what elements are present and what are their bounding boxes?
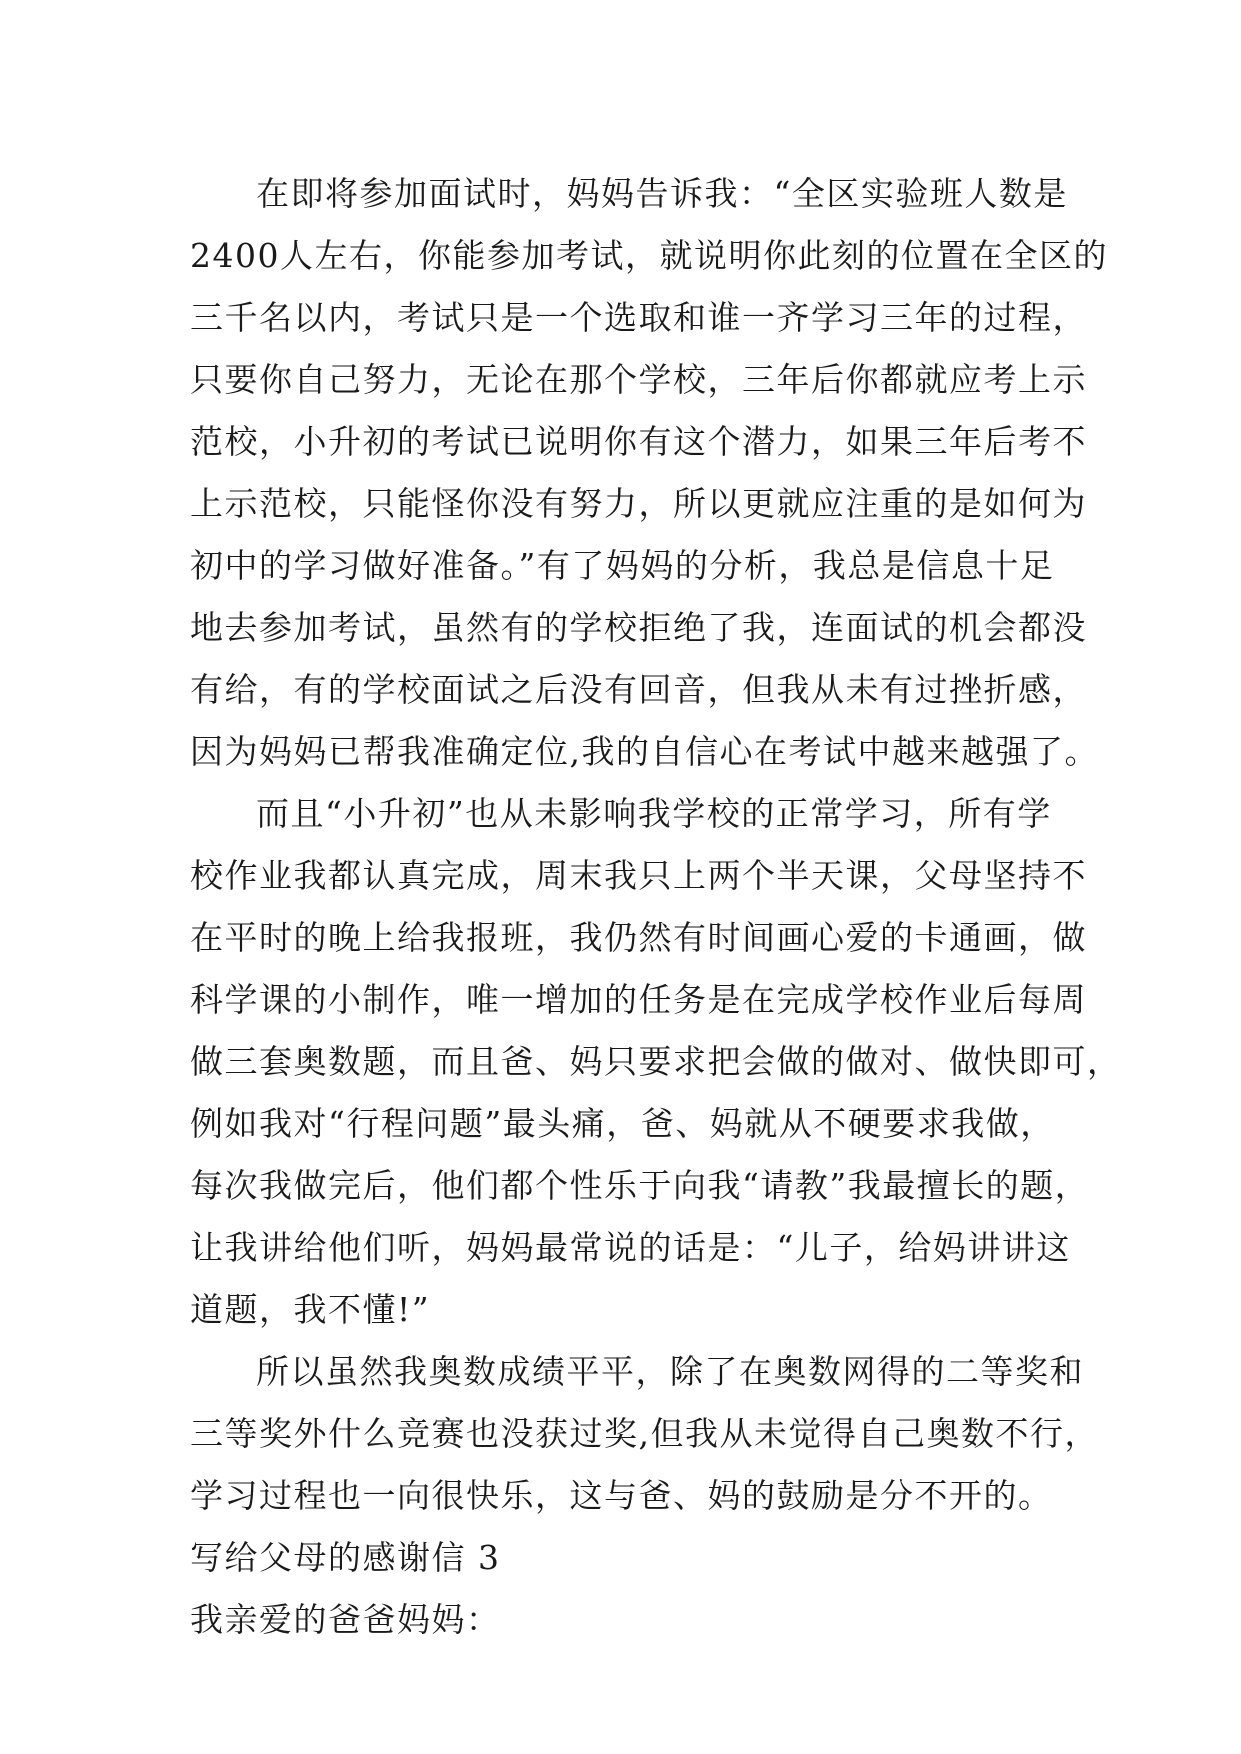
text-line: 地去参加考试，虽然有的学校拒绝了我，连面试的机会都没 [190,608,1087,647]
paragraph-2 [190,783,1122,1341]
text-line: 2400人左右，你能参加考试，就说明你此刻的位置在全区的 [190,236,1108,275]
text-line: 三等奖外什么竞赛也没获过奖,但我从未觉得自己奥数不行， [190,1414,1099,1453]
text-line: 只要你自己努力，无论在那个学校，三年后你都就应考上示 [190,360,1087,399]
text-line: 而且“小升初”也从未影响我学校的正常学习，所有学 [256,794,1052,833]
text-line: 范校，小升初的考试已说明你有这个潜力，如果三年后考不 [190,422,1087,461]
text-line: 让我讲给他们听，妈妈最常说的话是：“儿子，给妈讲讲这 [190,1228,1071,1267]
text-line: 做三套奥数题，而且爸、妈只要求把会做的做对、做快即可， [190,1042,1122,1081]
text-line: 例如我对“行程问题”最头痛，爸、妈就从不硬要求我做， [190,1104,1055,1143]
section-title: 写给父母的感谢信 3 [190,1538,501,1577]
text-line: 科学课的小制作，唯一增加的任务是在完成学校作业后每周 [190,980,1087,1019]
text-line: 学习过程也一向很快乐，这与爸、妈的鼓励是分不开的。 [190,1476,1053,1515]
document-body [190,163,1122,1651]
text-line: 在即将参加面试时，妈妈告诉我：“全区实验班人数是 [256,174,1068,213]
paragraph-1 [190,163,1108,783]
text-line: 校作业我都认真完成，周末我只上两个半天课，父母坚持不 [190,856,1087,895]
letter-salutation: 我亲爱的爸爸妈妈： [190,1600,501,1639]
text-line: 每次我做完后，他们都个性乐于向我“请教”我最擅长的题， [190,1166,1090,1205]
text-line: 初中的学习做好准备。”有了妈妈的分析，我总是信息十足 [190,546,1055,585]
paragraph-3 [190,1341,1099,1527]
text-line: 有给，有的学校面试之后没有回音，但我从未有过挫折感， [190,670,1087,709]
text-line: 在平时的晚上给我报班，我仍然有时间画心爱的卡通画，做 [190,918,1087,957]
text-line: 所以虽然我奥数成绩平平，除了在奥数网得的二等奖和 [256,1352,1084,1391]
text-line: 三千名以内，考试只是一个选取和谁一齐学习三年的过程， [190,298,1087,337]
text-line: 上示范校，只能怪你没有努力，所以更就应注重的是如何为 [190,484,1087,523]
text-line: 道题，我不懂!” [190,1290,431,1329]
text-line: 因为妈妈已帮我准确定位,我的自信心在考试中越来越强了。 [190,732,1099,771]
